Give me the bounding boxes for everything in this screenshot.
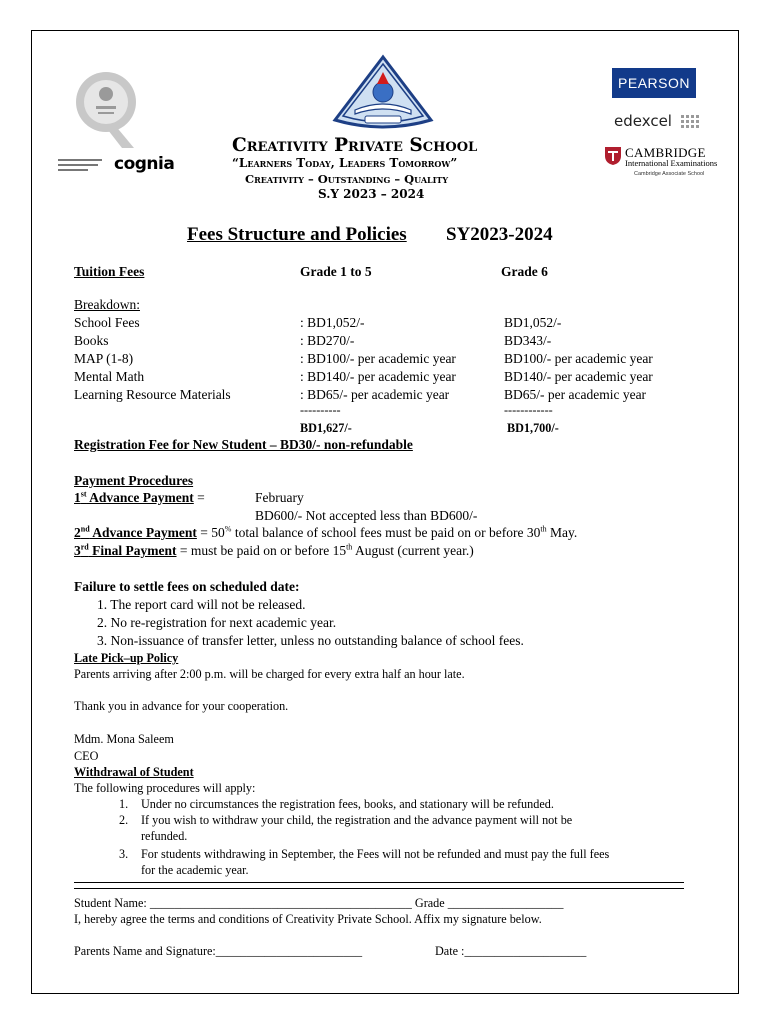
- total-grade6: BD1,700/-: [507, 421, 559, 435]
- fee-grade6: BD343/-: [504, 333, 552, 348]
- first-advance-payment: 1st Advance Payment =: [74, 489, 205, 505]
- edexcel-dots-icon: [681, 115, 699, 129]
- first-payment-month: February: [255, 490, 304, 505]
- breakdown-label: Breakdown:: [74, 297, 140, 312]
- signatory-name: Mdm. Mona Saleem: [74, 732, 174, 746]
- fee-grade1-5: : BD1,052/-: [300, 315, 365, 330]
- total-divider: ----------: [300, 403, 341, 417]
- cambridge-subtitle: International Examinations: [625, 158, 718, 168]
- date-field[interactable]: Date :____________________: [435, 944, 587, 958]
- cambridge-logo: CAMBRIDGE: [625, 145, 706, 160]
- late-pickup-text: Parents arriving after 2:00 p.m. will be charged for every extra half an hour late.: [74, 667, 465, 681]
- fee-grade6: BD65/- per academic year: [504, 387, 647, 402]
- cambridge-shield-icon: [604, 146, 622, 166]
- signatory-role: CEO: [74, 749, 99, 763]
- school-values: Creativity – Outstanding – Quality: [245, 172, 449, 186]
- withdrawal-item-cont: for the academic year.: [141, 863, 249, 877]
- school-name: Creativity Private School: [232, 135, 478, 156]
- school-motto: “Learners Today, Leaders Tomorrow”: [232, 156, 458, 170]
- first-payment-note: BD600/- Not accepted less than BD600/-: [255, 508, 478, 523]
- edexcel-logo: edexcel: [614, 112, 672, 130]
- withdrawal-item: Under no circumstances the registration fees, books, and stationary will be refunded.: [141, 797, 554, 811]
- fee-grade1-5: : BD100/- per academic year: [300, 351, 456, 366]
- withdrawal-item-number: 3.: [119, 847, 129, 861]
- withdrawal-heading: Withdrawal of Student: [74, 765, 194, 779]
- total-divider: ------------: [504, 403, 553, 417]
- withdrawal-item-number: 2.: [119, 813, 129, 827]
- quality-seal-icon: [74, 66, 142, 150]
- fee-grade6: BD100/- per academic year: [504, 351, 653, 366]
- final-payment: 3rd Final Payment = must be paid on or before 15th August (current year.): [74, 542, 474, 558]
- fee-item: School Fees: [74, 315, 140, 330]
- fee-item: MAP (1-8): [74, 351, 134, 366]
- fee-item: Mental Math: [74, 369, 145, 384]
- withdrawal-item-cont: refunded.: [141, 829, 188, 843]
- second-advance-payment: 2nd Advance Payment = 50% total balance of school fees must be paid on or before 30th May.: [74, 524, 578, 540]
- cognia-logo: cognia: [114, 154, 175, 174]
- student-name-field[interactable]: Student Name: ___________________________________________ Grade ___________________: [74, 896, 564, 910]
- cambridge-associate-text: Cambridge Associate School: [634, 171, 705, 177]
- failure-item: 3. Non-issuance of transfer letter, unless no outstanding balance of school fees.: [97, 633, 524, 648]
- fee-grade6: BD1,052/-: [504, 315, 562, 330]
- parent-signature-field[interactable]: Parents Name and Signature:________________________: [74, 944, 363, 958]
- pearson-logo: PEARSON: [612, 68, 696, 98]
- document-title: Fees Structure and Policies: [187, 224, 407, 245]
- school-year: S.Y 2023 – 2024: [318, 187, 425, 201]
- fee-grade1-5: : BD270/-: [300, 333, 355, 348]
- fee-grade6: BD140/- per academic year: [504, 369, 653, 384]
- school-year-title: SY2023-2024: [446, 224, 553, 245]
- grade-1-5-header: Grade 1 to 5: [300, 264, 372, 279]
- fee-item: Books: [74, 333, 109, 348]
- agreement-text: I, hereby agree the terms and conditions of Creativity Private School. Affix my signature below.: [74, 912, 542, 926]
- fee-item: Learning Resource Materials: [74, 387, 231, 402]
- withdrawal-item: If you wish to withdraw your child, the registration and the advance payment will not be: [141, 813, 573, 827]
- registration-fee: Registration Fee for New Student – BD30/- non-refundable: [74, 437, 413, 452]
- thanks-text: Thank you in advance for your cooperation.: [74, 699, 289, 713]
- late-pickup-heading: Late Pick–up Policy: [74, 651, 179, 665]
- failure-item: 1. The report card will not be released.: [97, 597, 306, 612]
- grade-6-header: Grade 6: [501, 264, 548, 279]
- withdrawal-item: For students withdrawing in September, the Fees will not be refunded and must pay the full fees: [141, 847, 610, 861]
- failure-heading: Failure to settle fees on scheduled date:: [74, 579, 300, 594]
- failure-item: 2. No re-registration for next academic year.: [97, 615, 337, 630]
- withdrawal-item-number: 1.: [119, 797, 129, 811]
- fee-grade1-5: : BD65/- per academic year: [300, 387, 450, 402]
- separator-line: [74, 882, 684, 889]
- tuition-fees-label: Tuition Fees: [74, 264, 145, 279]
- accreditation-small-text-icon: [58, 156, 106, 176]
- total-grade1-5: BD1,627/-: [300, 421, 352, 435]
- payment-heading: Payment Procedures: [74, 473, 194, 488]
- fee-grade1-5: : BD140/- per academic year: [300, 369, 456, 384]
- school-crest-icon: [331, 54, 435, 134]
- withdrawal-intro: The following procedures will apply:: [74, 781, 256, 795]
